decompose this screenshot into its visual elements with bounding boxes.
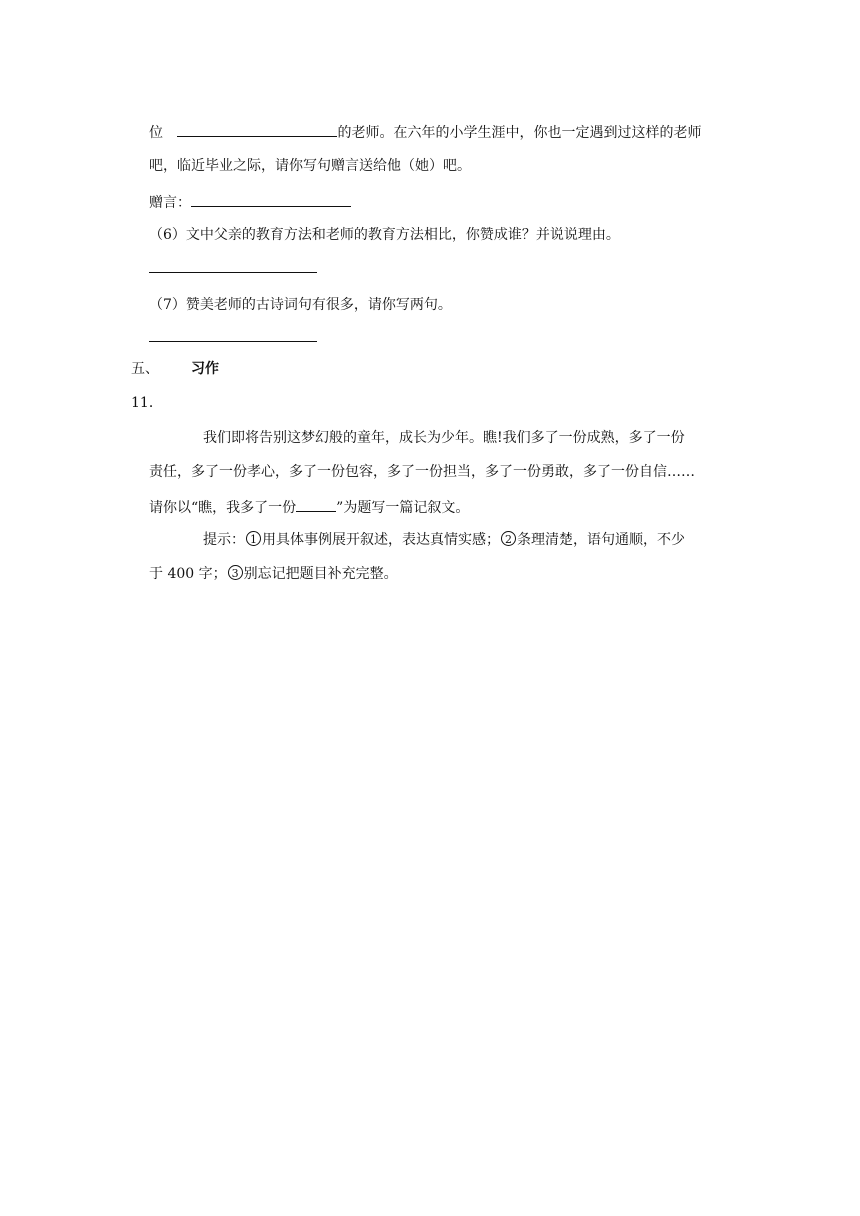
q6-answer-line[interactable] [149, 272, 317, 273]
q11-para-line-3 [149, 496, 469, 518]
q11-para-line-2: 责任，多了一份孝心，多了一份包容，多了一份担当，多了一份勇敢，多了一份自信…… [149, 464, 695, 480]
q7-question: （7）赞美老师的古诗词句有很多，请你写两句。 [149, 297, 452, 313]
tip-line-2-prefix: 于 400 字； [149, 566, 227, 582]
tip-part-1: 用具体事例展开叙述，表达真情实感； [262, 532, 500, 548]
gift-label: 赠言： [149, 195, 191, 211]
q11-tip-line-2 [149, 564, 398, 584]
tip-line-2-suffix: 别忘记把题目补充完整。 [243, 566, 398, 582]
q5-suffix: 的老师。在六年的小学生涯中，你也一定遇到过这样的老师 [337, 125, 702, 141]
section-title: 习作 [191, 361, 219, 377]
q5-answer-blank[interactable] [177, 121, 337, 137]
q5-prefix: 位 [149, 125, 163, 141]
title-prompt-suffix: ”为题写一篇记叙文。 [336, 500, 470, 516]
q5-gift-line [149, 191, 351, 213]
circled-number-2: 2 [501, 531, 516, 546]
q5-line-2: 吧，临近毕业之际，请你写句赠言送给他（她）吧。 [149, 158, 471, 174]
circled-number-3: 3 [228, 565, 243, 580]
q5-line-1 [149, 121, 701, 143]
q7-answer-line[interactable] [149, 341, 317, 342]
tip-part-2: 条理清楚，语句通顺，不少 [517, 532, 685, 548]
circled-number-1: 1 [246, 531, 261, 546]
section-number: 五、 [131, 361, 159, 377]
q6-question: （6）文中父亲的教育方法和老师的教育方法相比，你赞成谁？并说说理由。 [149, 227, 620, 243]
gift-answer-blank[interactable] [191, 191, 351, 207]
title-prompt-prefix: 请你以“瞧，我多了一份 [149, 500, 297, 516]
q11-tip-line-1 [203, 530, 685, 550]
tip-label: 提示： [203, 532, 245, 548]
q11-number: 11． [131, 395, 163, 411]
title-blank[interactable] [296, 496, 336, 512]
q11-para-line-1: 我们即将告别这梦幻般的童年，成长为少年。瞧!我们多了一份成熟，多了一份 [203, 430, 685, 446]
